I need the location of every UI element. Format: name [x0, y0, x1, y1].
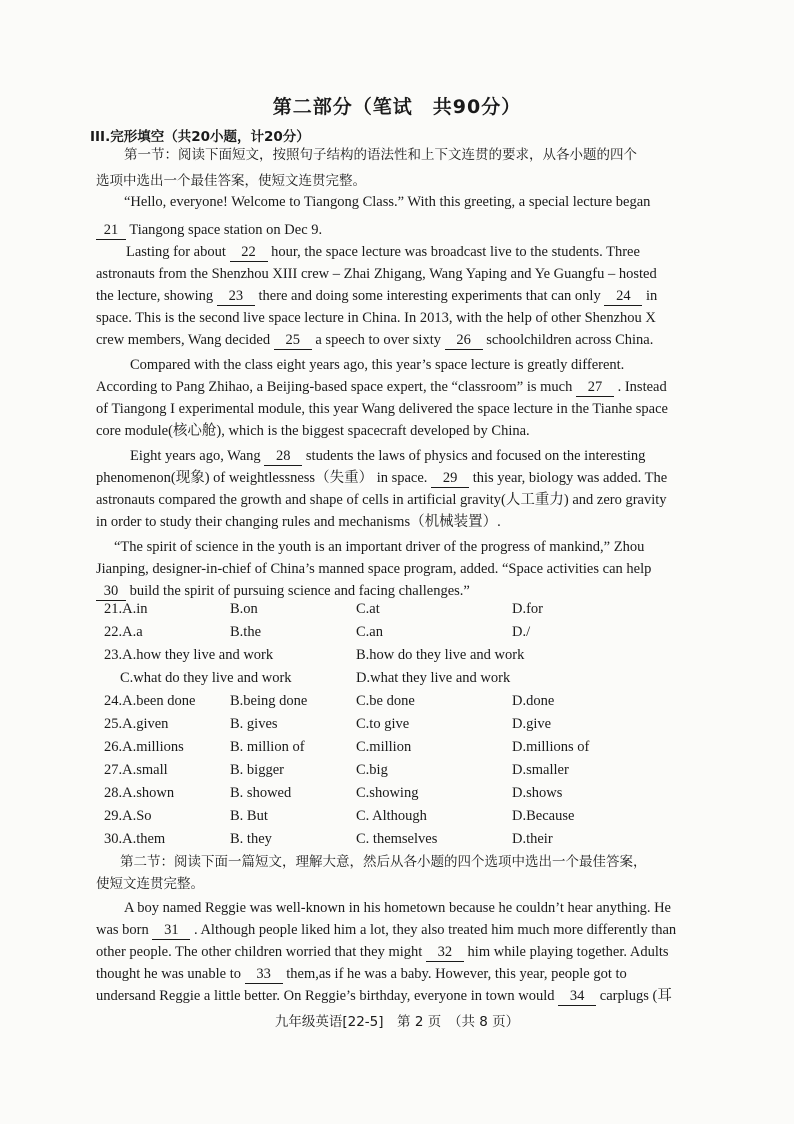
option-row [104, 624, 724, 642]
text-span: hour, the space lecture was broadcast live to the students. Three [271, 244, 640, 260]
part1-instruction-line-1: 第一节：阅读下面短文，按照句子结构的语法性和上下文连贯的要求，从各小题的四个 [124, 147, 637, 163]
option-row [104, 808, 724, 826]
text-span: . Instead [617, 379, 667, 395]
text-span: in [645, 288, 658, 304]
option-row [104, 762, 724, 780]
text-span: thought he was unable to [96, 966, 241, 982]
option-b: B. bigger [230, 762, 284, 778]
paragraph-6-line [96, 921, 736, 940]
text-span: a speech to over sixty [315, 332, 441, 348]
blank-32: 32 [426, 943, 464, 962]
text-span: crew members, Wang decided [96, 332, 271, 348]
option-a: 26.A.millions [104, 739, 184, 755]
paragraph-3-line: of Tiangong I experimental module, this year Wang delivered the space lecture in the Tianhe space [96, 401, 668, 417]
option-b: B. showed [230, 785, 292, 801]
paragraph-2-line [96, 331, 736, 350]
option-row [104, 739, 724, 757]
paragraph-6-line [96, 943, 736, 962]
option-c: C.showing [356, 785, 419, 801]
blank-34: 34 [558, 987, 596, 1006]
option-d: D.give [512, 716, 552, 732]
option-b: B.being done [230, 693, 308, 709]
text-span: Tiangong space station on Dec 9. [129, 222, 323, 238]
text-span: them,as if he was a baby. However, this year, people got to [286, 966, 627, 982]
text-span: other people. The other children worried that they might [96, 944, 423, 960]
option-c: C.to give [356, 716, 410, 732]
text-span: schoolchildren across China. [486, 332, 654, 348]
text-span: . Although people liked him a lot, they also treated him much more differently than [194, 922, 677, 938]
text-span: build the spirit of pursuing science and facing challenges.” [129, 583, 470, 599]
option-a: 22.A.a [104, 624, 143, 640]
option-d: D.millions of [512, 739, 590, 755]
option-row [104, 647, 724, 665]
blank-24: 24 [604, 287, 642, 306]
text-span: Lasting for about [126, 244, 226, 260]
paragraph-5-line [96, 582, 736, 601]
paragraph-5-line: Jianping, designer-in-chief of China’s manned space program, added. “Space activities can help [96, 561, 652, 577]
option-b: B.on [230, 601, 258, 617]
option-c: C. themselves [356, 831, 438, 847]
option-c: C.an [356, 624, 383, 640]
blank-28: 28 [264, 447, 302, 466]
paragraph-4-line [130, 447, 770, 466]
blank-22: 22 [230, 243, 268, 262]
text-span: Eight years ago, Wang [130, 448, 261, 464]
paragraph-4-line: astronauts compared the growth and shape of cells in artificial gravity(人工重力) and zero gravity [96, 492, 667, 508]
option-c: C. Although [356, 808, 427, 824]
option-d: D.what they live and work [356, 670, 511, 686]
option-a: 24.A.been done [104, 693, 196, 709]
option-c: C.at [356, 601, 380, 617]
option-a: 30.A.them [104, 831, 166, 847]
blank-33: 33 [245, 965, 283, 984]
page-footer: 九年级英语[22-5] 第 2 页 （共 8 页） [274, 1014, 520, 1030]
text-span: him while playing together. Adults [467, 944, 669, 960]
blank-31: 31 [152, 921, 190, 940]
part1-instruction-line-2: 选项中选出一个最佳答案，使短文连贯完整。 [96, 173, 366, 189]
option-a: 25.A.given [104, 716, 169, 732]
paragraph-3-line [96, 378, 736, 397]
option-row [104, 601, 724, 619]
option-row [104, 785, 724, 803]
option-a: 23.A.how they live and work [104, 647, 274, 663]
option-a: 21.A.in [104, 601, 148, 617]
blank-23: 23 [217, 287, 255, 306]
option-d: D.done [512, 693, 555, 709]
option-row [104, 693, 724, 711]
paragraph-5-line: “The spirit of science in the youth is an important driver of the progress of mankind,” Zhou [114, 539, 645, 555]
paragraph-1-line: “Hello, everyone! Welcome to Tiangong Class.” With this greeting, a special lecture began [124, 194, 651, 210]
option-c: C.what do they live and work [120, 670, 292, 686]
paragraph-4-line: in order to study their changing rules and mechanisms（机械装置）. [96, 514, 501, 530]
blank-21: 21 [96, 221, 126, 240]
paragraph-4-line [96, 469, 736, 488]
paragraph-6-line [96, 965, 736, 984]
page-title: 第二部分（笔试 共90分） [272, 96, 522, 118]
text-span: According to Pang Zhihao, a Beijing-based space expert, the “classroom” is much [96, 379, 573, 395]
text-span: students the laws of physics and focused on the interesting [305, 448, 646, 464]
paragraph-2-line [126, 243, 766, 262]
text-span: was born [96, 922, 149, 938]
option-d: D.for [512, 601, 544, 617]
option-b: B.how do they live and work [356, 647, 525, 663]
option-row [104, 670, 724, 688]
paragraph-1-line [96, 221, 736, 240]
text-span: carplugs (耳 [599, 988, 672, 1004]
blank-27: 27 [576, 378, 614, 397]
text-span: there and doing some interesting experiments that can only [258, 288, 601, 304]
paragraph-2-line: space. This is the second live space lecture in China. In 2013, with the help of other Shenzhou X [96, 310, 656, 326]
option-c: C.million [356, 739, 412, 755]
blank-29: 29 [431, 469, 469, 488]
paragraph-6-line [96, 987, 736, 1006]
blank-30: 30 [96, 582, 126, 601]
blank-26: 26 [445, 331, 483, 350]
paragraph-2-line [96, 287, 736, 306]
paragraph-2-line: astronauts from the Shenzhou XIII crew – Zhai Zhigang, Wang Yaping and Ye Guangfu – hosted [96, 266, 657, 282]
paragraph-3-line: Compared with the class eight years ago, this year’s space lecture is greatly different. [130, 357, 625, 373]
text-span: phenomenon(现象) of weightlessness（失重） in space. [96, 470, 428, 486]
option-d: D.shows [512, 785, 563, 801]
option-b: B. gives [230, 716, 278, 732]
paragraph-3-line: core module(核心舱), which is the biggest spacecraft developed by China. [96, 423, 530, 439]
section-heading: III.完形填空（共20小题，计20分） [90, 129, 310, 145]
option-d: D.Because [512, 808, 575, 824]
option-a: 27.A.small [104, 762, 168, 778]
option-b: B. they [230, 831, 272, 847]
option-d: D.their [512, 831, 553, 847]
option-b: B.the [230, 624, 262, 640]
text-span: this year, biology was added. The [472, 470, 668, 486]
part2-instruction-line-1: 第二节：阅读下面一篇短文，理解大意，然后从各小题的四个选项中选出一个最佳答案， [120, 854, 647, 870]
option-c: C.big [356, 762, 388, 778]
option-row [104, 831, 724, 849]
option-a: 28.A.shown [104, 785, 175, 801]
option-b: B. But [230, 808, 268, 824]
part2-instruction-line-2: 使短文连贯完整。 [96, 876, 204, 892]
paragraph-6-line: A boy named Reggie was well-known in his hometown because he couldn’t hear anything. He [124, 900, 671, 916]
option-d: D.smaller [512, 762, 569, 778]
option-row [104, 716, 724, 734]
text-span: undersand Reggie a little better. On Reggie’s birthday, everyone in town would [96, 988, 555, 1004]
blank-25: 25 [274, 331, 312, 350]
option-b: B. million of [230, 739, 305, 755]
option-c: C.be done [356, 693, 415, 709]
option-a: 29.A.So [104, 808, 152, 824]
option-d: D./ [512, 624, 531, 640]
text-span: the lecture, showing [96, 288, 214, 304]
